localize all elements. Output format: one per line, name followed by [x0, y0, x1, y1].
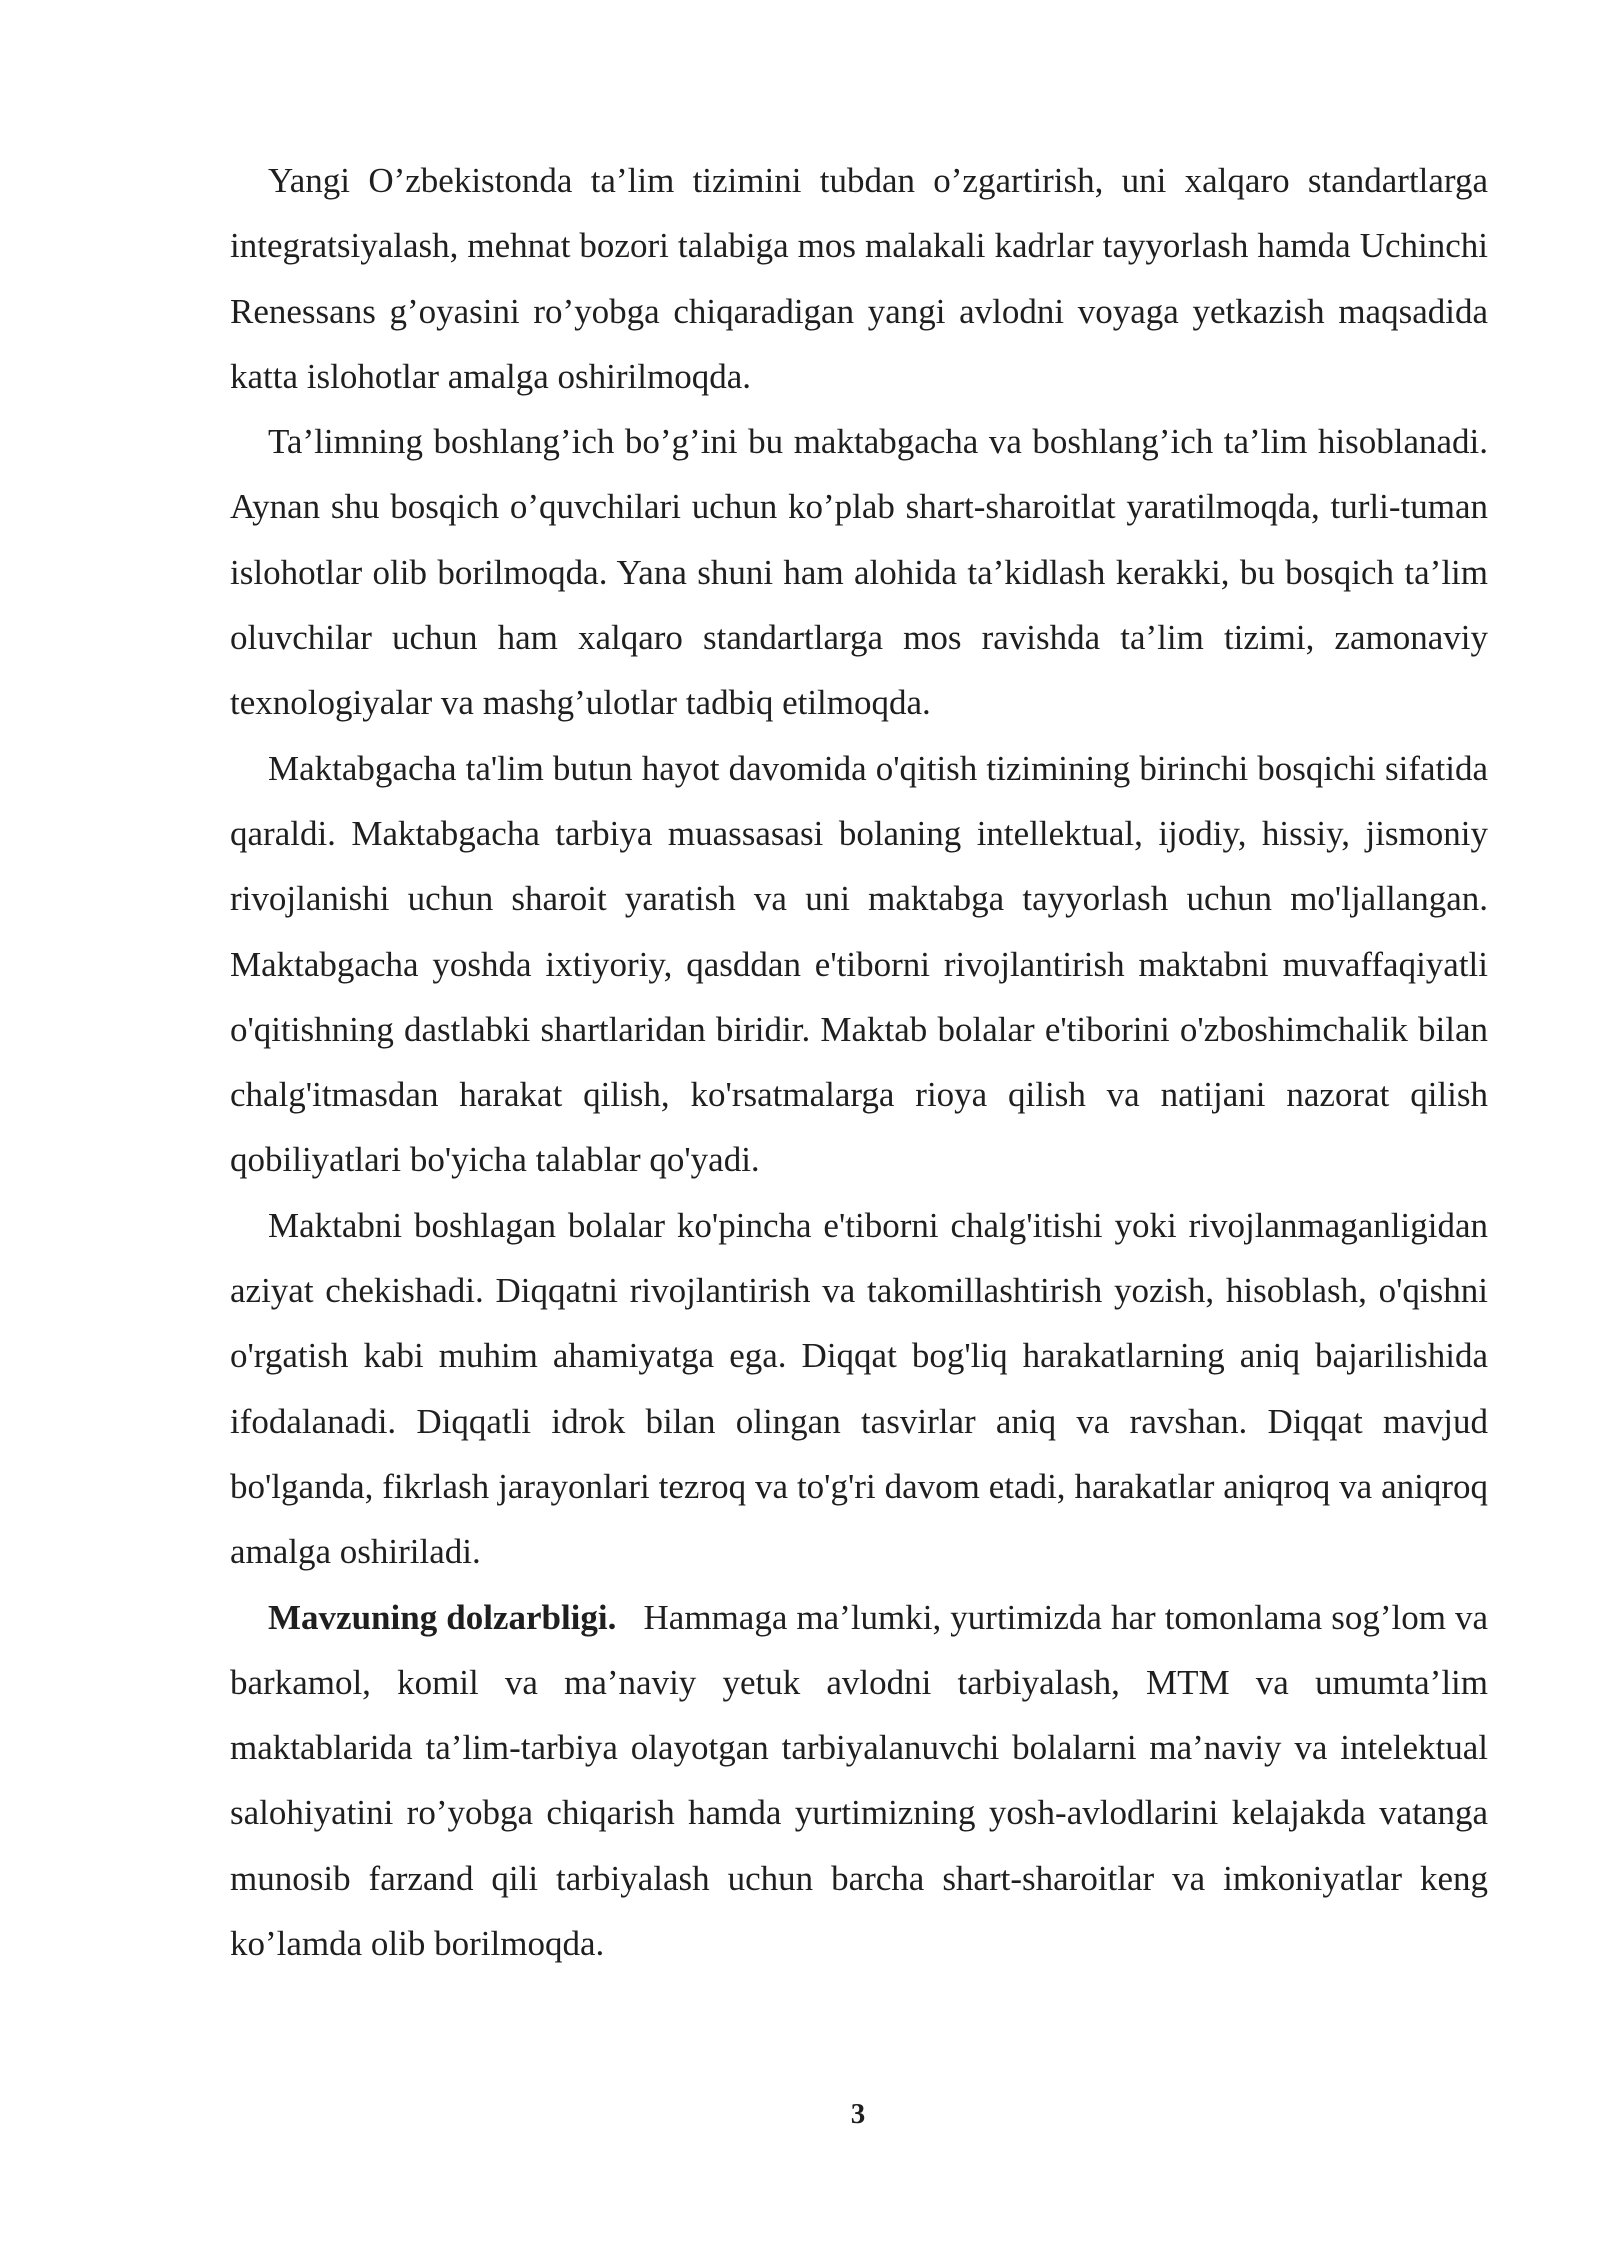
paragraph-text: Yangi O’zbekistonda ta’lim tizimini tubdan o’zgartirish, uni xalqaro standartlarga integratsiyalash, mehnat bozori talabiga mos malakali kadrlar tayyorlash hamda Uchinchi Renessans g’oyasini ro’yobga chiqaradigan yangi avlodni voyaga yetkazish maqsadida katta islohotlar amalga oshirilmoqda. — [230, 161, 1488, 396]
page-number: 3 — [850, 2098, 866, 2130]
paragraph-primary-education — [230, 409, 1488, 735]
paragraph-preschool-education — [230, 736, 1488, 1193]
relevance-heading: Mavzuning dolzarbligi. — [268, 1597, 617, 1637]
body-text — [230, 148, 1488, 1976]
paragraph-text: Ta’limning boshlang’ich bo’g’ini bu maktabgacha va boshlang’ich ta’lim hisoblanadi. Aynan shu bosqich o’quvchilari uchun ko’plab shart-sharoitlat yaratilmoqda, turli-tuman islohotlar olib borilmoqda. Yana shuni ham alohida ta’kidlash kerakki, bu bosqich ta’lim oluvchilar uchun ham xalqaro standartlarga mos ravishda ta’lim tizimi, zamonaviy texnologiyalar va mashg’ulotlar tadbiq etilmoqda. — [230, 422, 1488, 723]
paragraph-intro — [230, 148, 1488, 409]
paragraph-text: Hammaga ma’lumki, yurtimizda har tomonlama sog’lom va barkamol, komil va ma’naviy yetuk avlodni tarbiyalash, MTM va umumta’lim maktablarida ta’lim-tarbiya olayotgan tarbiyalanuvchi bolalarni ma’naviy va intelektual salohiyatini ro’yobga chiqarish hamda yurtimizning yosh-avlodlarini kelajakda vatanga munosib farzand qili tarbiyalash uchun barcha shart-sharoitlar va imkoniyatlar keng ko’lamda olib borilmoqda. — [230, 1597, 1489, 1964]
paragraph-text: Maktabni boshlagan bolalar ko'pincha e'tiborni chalg'itishi yoki rivojlanmaganligidan aziyat chekishadi. Diqqatni rivojlantirish va takomillashtirish yozish, hisoblash, o'qishni o'rgatish kabi muhim ahamiyatga ega. Diqqat bog'liq harakatlarning aniq bajarilishida ifodalanadi. Diqqatli idrok bilan olingan tasvirlar aniq va ravshan. Diqqat mavjud bo'lganda, fikrlash jarayonlari tezroq va to'g'ri davom etadi, harakatlar aniqroq va aniqroq amalga oshiriladi. — [230, 1205, 1488, 1572]
paragraph-text: Maktabgacha ta'lim butun hayot davomida o'qitish tizimining birinchi bosqichi sifatida qaraldi. Maktabgacha tarbiya muassasasi bolaning intellektual, ijodiy, hissiy, jismoniy rivojlanishi uchun sharoit yaratish va uni maktabga tayyorlash uchun mo'ljallangan. Maktabgacha yoshda ixtiyoriy, qasddan e'tiborni rivojlantirish maktabni muvaffaqiyatli o'qitishning dastlabki shartlaridan biridir. Maktab bolalar e'tiborini o'zboshimchalik bilan chalg'itmasdan harakat qilish, ko'rsatmalarga rioya qilish va natijani nazorat qilish qobiliyatlari bo'yicha talablar qo'yadi. — [230, 748, 1488, 1180]
paragraph-attention — [230, 1193, 1488, 1585]
paragraph-relevance — [230, 1585, 1488, 1977]
